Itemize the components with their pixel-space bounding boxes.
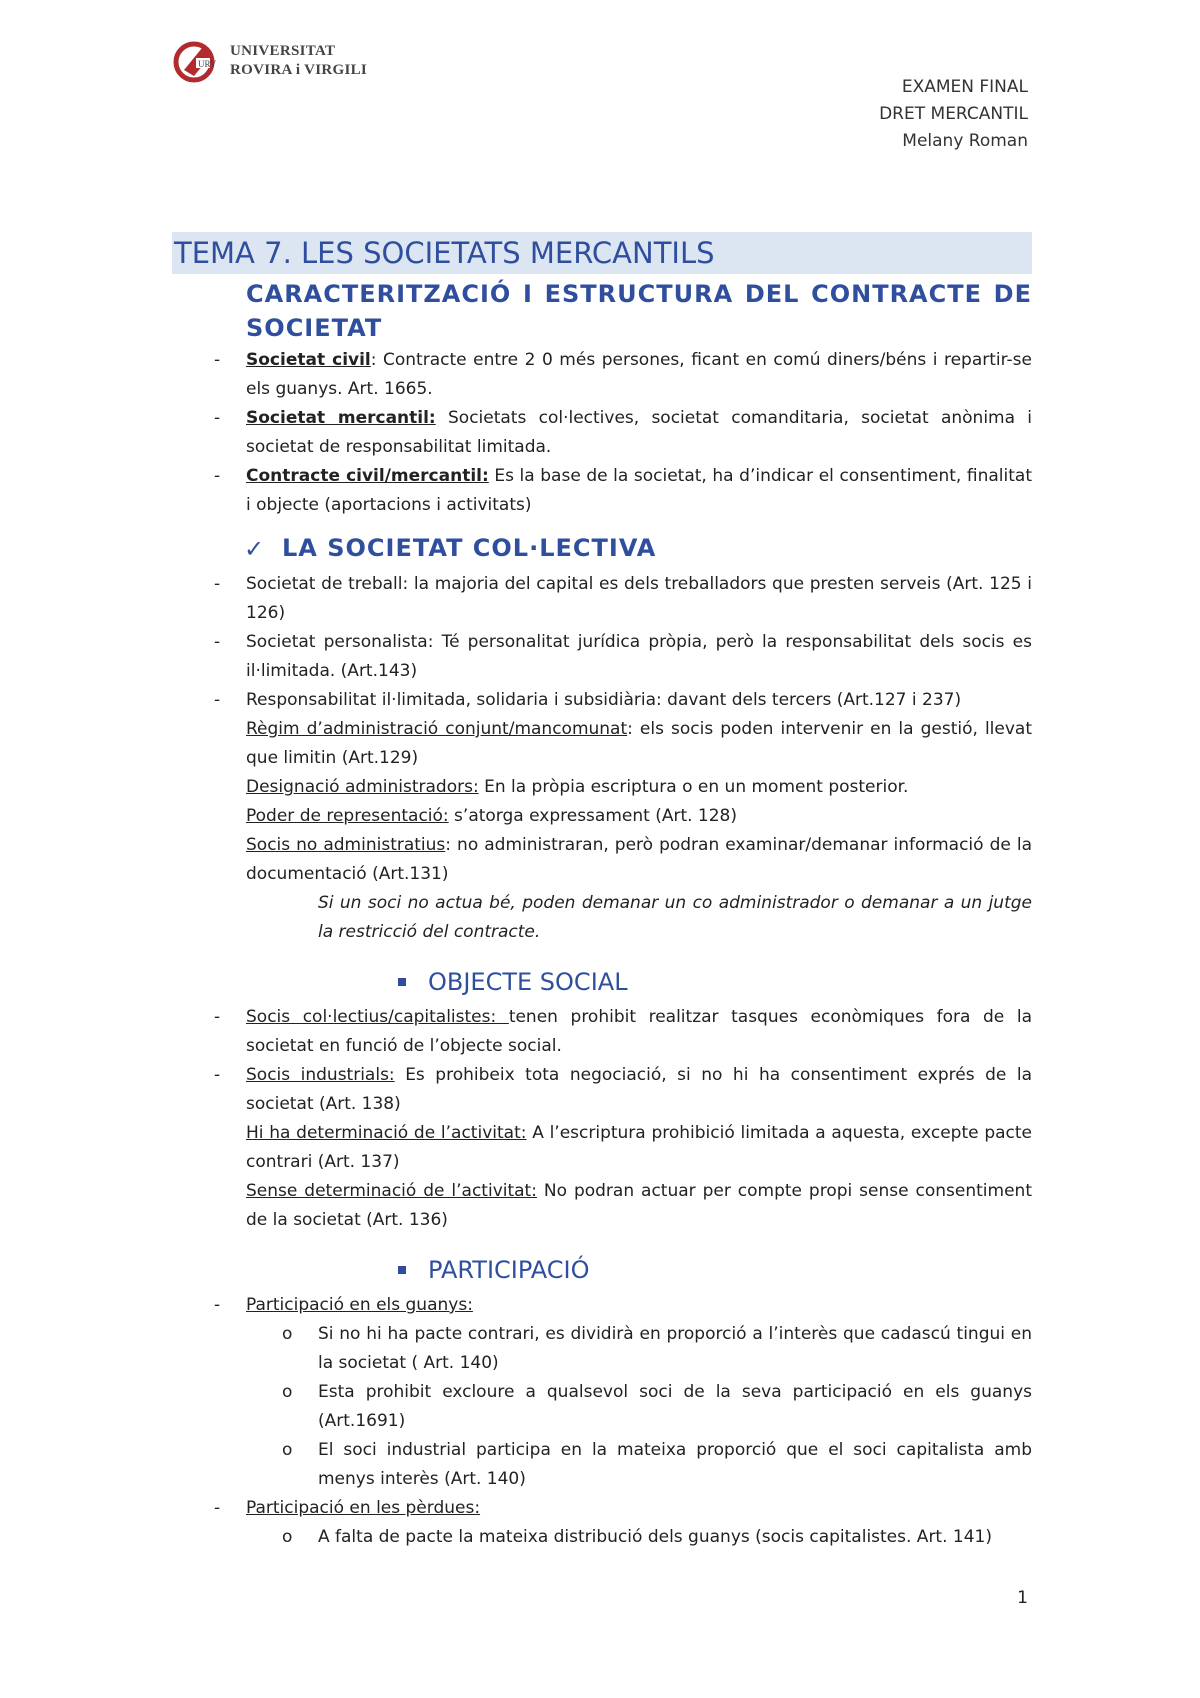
item-text: : Contracte entre 2 0 més persones, ficant en comú diners/béns i repartir-se els guanys. Art. 1665. xyxy=(246,350,1032,399)
section4-heading: PARTICIPACIÓ xyxy=(428,1256,590,1284)
list-item: - Societat civil: Contracte entre 2 0 més persones, ficant en comú diners/béns i repartir-se els guanys. Art. 1665. xyxy=(214,350,1032,399)
sub-list-item: o A falta de pacte la mateixa distribució dels guanys (socis capitalistes. Art. 141) xyxy=(282,1527,992,1547)
list-item: - Contracte civil/mercantil: Es la base de la societat, ha d’indicar el consentiment, finalitat i objecte (aportacions i activitats) xyxy=(214,466,1032,515)
item-text: s’atorga expressament (Art. 128) xyxy=(448,806,737,826)
logo-line-1: UNIVERSITAT xyxy=(230,43,336,59)
item-label: Socis industrials: xyxy=(246,1065,395,1085)
section-heading xyxy=(172,965,1032,999)
header-author: Melany Roman xyxy=(902,131,1028,151)
item-text: Esta prohibit excloure a qualsevol soci de la seva participació en els guanys (Art.1691) xyxy=(318,1382,1032,1431)
logo-text xyxy=(230,42,367,80)
item-text: Societat personalista: Té personalitat jurídica pròpia, però la responsabilitat dels socis es il·limitada. (Art.143) xyxy=(246,632,1032,681)
item-text: A l’escriptura prohibició limitada a aquesta, excepte pacte contrari (Art. 137) xyxy=(246,1123,1032,1172)
sub-list-item: o Esta prohibit excloure a qualsevol soci de la seva participació en els guanys (Art.1691) xyxy=(282,1382,1032,1431)
header-exam: EXAMEN FINAL xyxy=(901,77,1028,97)
list-item: - Socis col·lectius/capitalistes: tenen prohibit realitzar tasques econòmiques fora de la societat en funció de l’objecte social. xyxy=(214,1007,1032,1056)
list-item: - Socis industrials: Es prohibeix tota negociació, si no hi ha consentiment exprés de la societat (Art. 138) xyxy=(214,1065,1033,1114)
item-text: Si no hi ha pacte contrari, es dividirà en proporció a l’interès que cadascú tingui en la societat ( Art. 140) xyxy=(318,1324,1032,1373)
sub-list-item: o El soci industrial participa en la mateixa proporció que el soci capitalista amb menys interès (Art. 140) xyxy=(282,1440,1032,1489)
item-label: Societat civil xyxy=(246,350,371,370)
paragraph xyxy=(172,715,1032,773)
italic-note: Si un soci no actua bé, poden demanar un co administrador o demanar a un jutge la restricció del contracte. xyxy=(318,893,1032,942)
item-text: A falta de pacte la mateixa distribució dels guanys (socis capitalistes. Art. 141) xyxy=(318,1527,992,1547)
section-heading xyxy=(172,278,1032,346)
page-title: TEMA 7. LES SOCIETATS MERCANTILS xyxy=(172,232,1032,274)
logo-line-2: ROVIRA i VIRGILI xyxy=(230,62,368,78)
section1-heading: CARACTERITZACIÓ I ESTRUCTURA DEL CONTRACTE DE SOCIETAT xyxy=(246,280,1032,342)
sub-list-item: o Si no hi ha pacte contrari, es dividirà en proporció a l’interès que cadascú tingui en la societat ( Art. 140) xyxy=(282,1324,1032,1373)
item-text: : els socis poden intervenir en la gestió, llevat que limitin (Art.129) xyxy=(246,719,1032,768)
section-heading xyxy=(172,1253,1032,1287)
item-text: Societats col·lectives, societat comanditaria, societat anònima i societat de responsabilitat limitada. xyxy=(246,408,1033,457)
item-label: Contracte civil/mercantil: xyxy=(246,466,489,486)
page-number: 1 xyxy=(1017,1588,1028,1608)
item-text: Es la base de la societat, ha d’indicar el consentiment, finalitat i objecte (aportacions i activitats) xyxy=(246,466,1032,515)
item-text: tenen prohibit realitzar tasques econòmiques fora de la societat en funció de l’objecte social. xyxy=(246,1007,1032,1056)
item-label: Hi ha determinació de l’activitat: xyxy=(246,1123,527,1143)
paragraph xyxy=(172,773,1032,802)
item-label: Socis col·lectius/capitalistes: xyxy=(246,1007,509,1027)
logo-emblem-icon xyxy=(172,40,224,84)
list-item: - Responsabilitat il·limitada, solidaria i subsidiària: davant dels tercers (Art.127 i 237) xyxy=(214,690,962,710)
list-item: - Societat personalista: Té personalitat jurídica pròpia, però la responsabilitat dels socis es il·limitada. (Art.143) xyxy=(214,632,1032,681)
document-body xyxy=(172,232,1032,1552)
list-item: - Participació en els guanys: xyxy=(214,1295,473,1315)
document-header xyxy=(879,74,1028,155)
item-label: Poder de representació: xyxy=(246,806,449,826)
section2-heading: LA SOCIETAT COL·LECTIVA xyxy=(282,534,657,562)
paragraph xyxy=(172,1177,1032,1235)
section-heading xyxy=(172,532,1032,566)
item-label: Participació en les pèrdues: xyxy=(246,1498,481,1518)
list-item: - Societat de treball: la majoria del capital es dels treballadors que presten serveis (Art. 125 i 126) xyxy=(214,574,1032,623)
header-subject: DRET MERCANTIL xyxy=(879,104,1028,124)
paragraph xyxy=(172,831,1032,889)
item-text: El soci industrial participa en la mateixa proporció que el soci capitalista amb menys interès (Art. 140) xyxy=(318,1440,1032,1489)
item-label: Societat mercantil: xyxy=(246,408,436,428)
svg-text:URV: URV xyxy=(198,59,217,69)
section3-heading: OBJECTE SOCIAL xyxy=(428,968,628,996)
item-text: En la pròpia escriptura o en un moment posterior. xyxy=(478,777,909,797)
item-text: Responsabilitat il·limitada, solidaria i subsidiària: davant dels tercers (Art.127 i 237) xyxy=(246,690,962,710)
item-text: : no administraran, però podran examinar/demanar informació de la documentació (Art.131) xyxy=(246,835,1033,884)
list-item: - Participació en les pèrdues: xyxy=(214,1498,481,1518)
item-label: Sense determinació de l’activitat: xyxy=(246,1181,537,1201)
item-text: Societat de treball: la majoria del capital es dels treballadors que presten serveis (Art. 125 i 126) xyxy=(246,574,1032,623)
paragraph xyxy=(172,802,1032,831)
item-label: Participació en els guanys: xyxy=(246,1295,473,1315)
item-text: Es prohibeix tota negociació, si no hi ha consentiment exprés de la societat (Art. 138) xyxy=(246,1065,1033,1114)
square-bullet-icon xyxy=(398,978,406,986)
square-bullet-icon xyxy=(398,1266,406,1274)
item-label: Socis no administratius xyxy=(246,835,446,855)
paragraph xyxy=(172,1119,1032,1177)
item-label: Designació administradors: xyxy=(246,777,479,797)
item-text: No podran actuar per compte propi sense consentiment de la societat (Art. 136) xyxy=(246,1181,1032,1230)
university-logo xyxy=(172,40,372,84)
checkmark-icon: ✓ xyxy=(244,535,265,563)
item-label: Règim d’administració conjunt/mancomunat xyxy=(246,719,628,739)
list-item: - Societat mercantil: Societats col·lectives, societat comanditaria, societat anònima i societat de responsabilitat limitada. xyxy=(214,408,1033,457)
